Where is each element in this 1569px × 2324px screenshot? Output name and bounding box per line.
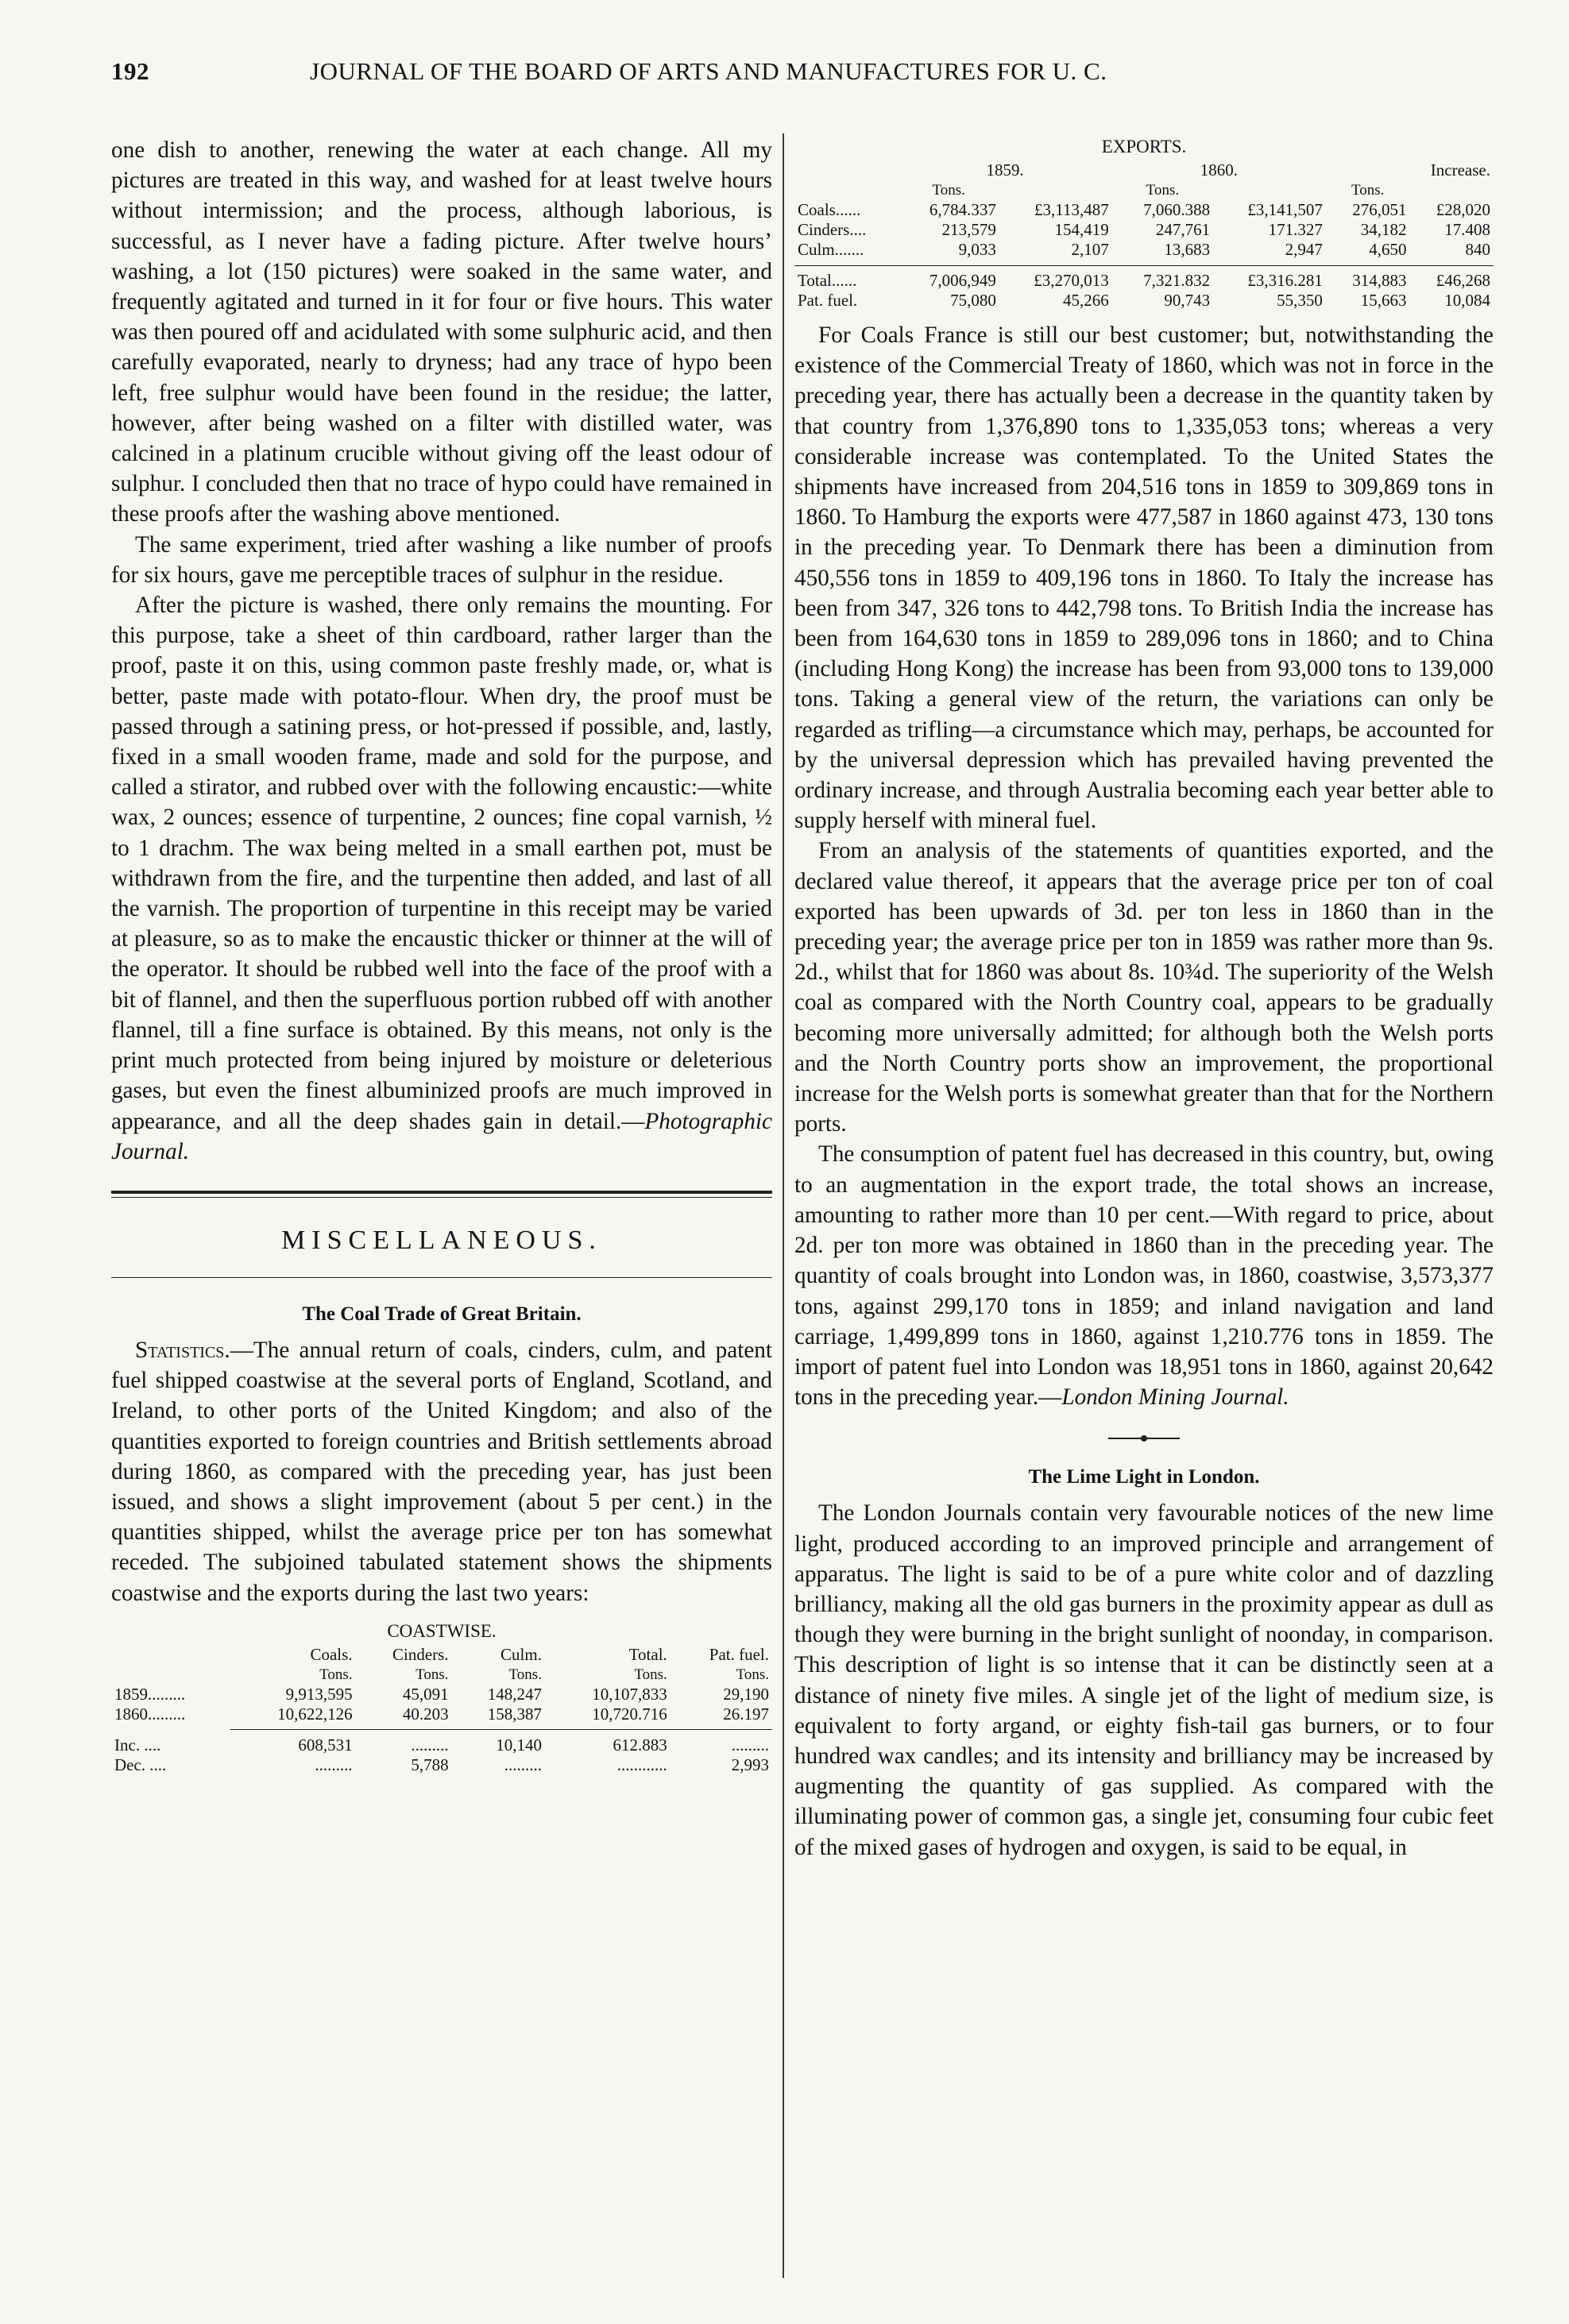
- table-cell: 247,761: [1155, 220, 1211, 239]
- table-cell: Pat. fuel.: [798, 291, 858, 310]
- section-heading: MISCELLANEOUS.: [281, 1225, 602, 1255]
- table-cell: 29,190: [723, 1684, 769, 1704]
- table-cell: [794, 180, 899, 200]
- article-title: The Coal Trade of Great Britain.: [302, 1303, 582, 1325]
- table-cell: 13,683: [1164, 240, 1211, 259]
- table-header: Coals.: [310, 1644, 353, 1664]
- table-row: [794, 271, 1494, 291]
- table-cell: Dec. ....: [114, 1755, 167, 1774]
- section-rule-thin: [111, 1197, 772, 1198]
- table-row: [794, 291, 1494, 311]
- table-cell: [999, 180, 1112, 200]
- section-rule-thick: [111, 1191, 772, 1194]
- source-citation: Photographic Journal.: [111, 1108, 772, 1164]
- table-cell: 608,531: [298, 1735, 353, 1755]
- table-cell: 314,883: [1352, 271, 1407, 290]
- table-cell: 10,140: [496, 1735, 542, 1755]
- paragraph: [794, 1139, 1494, 1412]
- table-cell: 154,419: [1054, 220, 1109, 239]
- paragraph: one dish to another, renewing the water at each change. All my pictures are treated in this way, and washed for at least twelve hours without intermission; and the process, although laborious, is successful, as I never have a fading picture. After twelve hours’ washing, a lot (150 pictures) were soaked in the same water, and frequently agitated and turned in it for four or five hours. This water was then poured off and acidulated with some sulphuric acid, and then carefully evaporated, nearly to dryness; had any trace of hypo been left, free sulphur would have been found in the residue; the latter, however, after being washed on a filter with distilled water, was calcined in a platinum crucible without giving off the least odour of sulphur. I concluded then that no trace of hypo could have remained in these proofs after the washing above mentioned.: [111, 137, 772, 527]
- table-header: [111, 1645, 230, 1665]
- table-cell: ............: [616, 1755, 667, 1774]
- table-cell: £28,020: [1436, 200, 1490, 219]
- table-cell: Tons.: [932, 182, 965, 199]
- table-cell: Total......: [798, 271, 857, 290]
- table-row: [111, 1735, 772, 1755]
- paragraph: From an analysis of the statements of quantities exported, and the declared value thereof, it appears that the average price per ton of coal exported has been upwards of 3d. per ton less in 1860 than in the preceding year; the average price per ton in 1859 was rather more than 9s. 2d., whilst that for 1860 was about 8s. 10¾d. The superiority of the Welsh coal as compared with the North Country coal, appears to be gradually becoming more universally admitted; for although both the Welsh ports and the North Country ports show an improvement, the proportional increase for the Welsh ports is somewhat greater than that for the Northern ports.: [794, 838, 1494, 1137]
- table-header: Pat. fuel.: [709, 1644, 769, 1664]
- table-header: Culm.: [500, 1644, 542, 1664]
- paragraph-text: After the picture is washed, there only remains the mounting. For this purpose, take a sheet of thin cardboard, rather larger than the proof, paste it on this, using common paste freshly made, or, what is better, paste made with potato-flour. When dry, the proof must be passed through a satining press, or hot-pressed if possible, and, lastly, fixed in a small wooden frame, made and sold for the purpose, and called a stirator, and rubbed over with the following encaustic:—white wax, 2 ounces; essence of turpentine, 2 ounces; fine copal varnish, ½ to 1 drachm. The wax being melted in a small earthen pot, must be withdrawn from the fire, and the turpentine then added, and last of all the varnish. The proportion of turpentine in this receipt may be varied at pleasure, so as to make the encaustic thicker or thinner at the will of the operator. It should be rubbed well into the face of the proof with a bit of flannel, and then the superfluous portion rubbed off with another flannel, till a fine surface is obtained. By this means, not only is the print much protected from being injured by moisture or deleterious gases, but even the finest albuminized proofs are much improved in appearance, and all the deep shades gain in detail.—: [111, 593, 772, 1134]
- table-header: Cinders.: [392, 1644, 449, 1664]
- table-cell: 75,080: [950, 291, 996, 310]
- table-cell: £3,113,487: [1034, 200, 1109, 219]
- paragraph-text: —The annual return of coals, cinders, culm, and patent fuel shipped coastwise at the several ports of England, Scotland, and Ireland, to other ports of the United Kingdom; and also of the quantities exported to foreign countries and British settlements abroad during 1860, as compared with the preceding year, has just been issued, and shows a slight improvement (about 5 per cent.) in the quantities shipped, whilst the average price per ton has somewhat receded. The subjoined tabulated statement shows the shipments coastwise and the exports during the last two years:: [111, 1337, 772, 1606]
- table-units-row: [111, 1665, 772, 1685]
- table-cell: 7,006,949: [929, 271, 996, 290]
- table-cell: 213,579: [941, 220, 996, 239]
- table-header: Increase.: [1430, 160, 1490, 180]
- table-row: [111, 1685, 772, 1704]
- page-number: 192: [111, 57, 149, 85]
- table-cell: 7,321.832: [1143, 271, 1211, 290]
- source-citation: London Mining Journal.: [1061, 1384, 1289, 1411]
- exports-table-title: EXPORTS.: [1101, 137, 1187, 156]
- left-column: [111, 135, 772, 1775]
- table-cell: 15,663: [1360, 291, 1407, 310]
- heading-rule: [111, 1277, 772, 1278]
- table-cell: 840: [1465, 240, 1490, 259]
- table-cell: 40.203: [402, 1704, 449, 1724]
- table-row: [794, 200, 1494, 220]
- table-cell: Coals......: [798, 200, 861, 219]
- table-cell: 26.197: [723, 1704, 769, 1724]
- table-cell: [1213, 180, 1326, 200]
- paragraph: [111, 590, 772, 1167]
- table-cell: 276,051: [1352, 200, 1407, 219]
- table-cell: 10,107,833: [592, 1684, 667, 1704]
- paragraph: For Coals France is still our best customer; but, notwithstanding the existence of the Commercial Treaty of 1860, which was not in force in the preceding year, there has actually been a decrease in the quantity taken by that country from 1,376,890 tons to 1,335,053 tons; whereas a very considerable increase was contemplated. To the United States the shipments have increased from 204,516 tons in 1859 to 309,869 tons in 1860. To Hamburg the exports were 477,587 in 1860 against 473, 130 tons in the preceding year. To Denmark there has been a diminution from 450,556 tons in 1859 to 409,196 tons in 1860. To Italy the increase has been from 347, 326 tons to 442,798 tons. To British India the increase has been from 164,630 tons in 1859 to 289,096 tons in 1860; and to China (including Hong Kong) the increase has been from 93,000 tons to 139,000 tons. Taking a general view of the return, the variations can only be regarded as trifling—a circumstance which may, perhaps, be accounted for by the universal depression which has prevailed having prevented the ordinary increase, and through Australia becoming each year better able to supply herself with mineral fuel.: [794, 322, 1494, 834]
- table-cell: [1409, 180, 1494, 200]
- table-header-row: [794, 160, 1494, 180]
- table-header: 1860.: [1200, 160, 1238, 180]
- table-cell: 148,247: [487, 1684, 542, 1704]
- paragraph: [111, 1335, 772, 1608]
- table-separator: [794, 260, 1494, 271]
- coastwise-table: [111, 1645, 772, 1775]
- table-cell: 10,622,126: [277, 1704, 353, 1724]
- table-cell: Culm.......: [798, 240, 864, 259]
- table-cell: Tons.: [634, 1666, 667, 1683]
- table-cell: 6,784.337: [929, 200, 996, 219]
- coastwise-table-title: COASTWISE.: [387, 1620, 497, 1641]
- section-ornament: [794, 1428, 1494, 1447]
- table-cell: £3,270,013: [1034, 271, 1109, 290]
- statistics-lead: Statistics.: [135, 1337, 230, 1363]
- table-cell: £3,316.281: [1247, 271, 1323, 290]
- table-cell: 1859.........: [114, 1684, 186, 1704]
- table-cell: 10,720.716: [592, 1704, 667, 1724]
- table-cell: Tons.: [1146, 182, 1180, 199]
- table-cell: .........: [731, 1735, 769, 1755]
- table-cell: 9,913,595: [285, 1684, 353, 1704]
- table-separator: [111, 1724, 772, 1735]
- table-cell: [111, 1665, 230, 1685]
- table-row: [111, 1704, 772, 1724]
- table-cell: 45,091: [402, 1684, 449, 1704]
- table-cell: Tons.: [1351, 182, 1385, 199]
- right-column: [794, 135, 1494, 1863]
- table-cell: 2,107: [1071, 240, 1109, 259]
- table-cell: Inc. ....: [114, 1735, 161, 1755]
- paragraph: The London Journals contain very favourable notices of the new lime light, produced according to an improved principle and arrangement of apparatus. The light is said to be of a pure white color and of dazzling brilliancy, making all the old gas burners in the proximity appear as dull as though they were burning in the bright sunlight of noonday, in comparison. This description of light is so intense that it can be distinctly seen at a distance of ninety five miles. A single jet of the light of medium size, is equivalent to forty argand, or eighty fish-tail gas burners, or to four hundred wax candles; and its intensity and brilliancy may be increased by augmenting the quantity of gas supplied. As compared with the illuminating power of common gas, a single jet, consuming four cubic feet of the mixed gases of hydrogen and oxygen, is said to be equal, in: [794, 1500, 1494, 1860]
- table-cell: Tons.: [319, 1666, 353, 1683]
- column-divider: [783, 133, 784, 2278]
- table-cell: Tons.: [415, 1666, 449, 1683]
- table-cell: Cinders....: [798, 220, 867, 239]
- table-units-row: [794, 180, 1494, 200]
- table-header: 1859.: [986, 160, 1024, 180]
- table-cell: £3,141,507: [1247, 200, 1323, 219]
- table-cell: 2,993: [731, 1755, 769, 1774]
- table-cell: 10,084: [1444, 291, 1490, 310]
- paragraph-text: The consumption of patent fuel has decreased in this country, but, owing to an augmentation in the export trade, the total shows an increase, amounting to rather more than 10 per cent.—With regard to price, about 2d. per ton more was obtained in 1860 than in the preceding year. The quantity of coals brought into London was, in 1860, coastwise, 3,573,377 tons, against 299,170 tons in 1859; and inland navigation and land carriage, 1,499,899 tons in 1860, against 1,210.776 tons in 1859. The import of patent fuel into London was 18,951 tons in 1860, against 20,642 tons in the preceding year.—: [794, 1141, 1494, 1411]
- table-cell: 45,266: [1062, 291, 1109, 310]
- article-title: The Lime Light in London.: [1028, 1466, 1260, 1488]
- table-cell: 171.327: [1268, 220, 1323, 239]
- journal-title: JOURNAL OF THE BOARD OF ARTS AND MANUFACTURES FOR U. C.: [310, 57, 1107, 85]
- table-header-row: [111, 1645, 772, 1665]
- paragraph: The same experiment, tried after washing a like number of proofs for six hours, gave me perceptible traces of sulphur in the residue.: [111, 531, 772, 588]
- table-cell: 158,387: [487, 1704, 542, 1724]
- table-row: [794, 220, 1494, 240]
- table-cell: Tons.: [736, 1666, 769, 1683]
- exports-table: [794, 160, 1494, 311]
- table-header: Total.: [628, 1644, 667, 1664]
- table-row: [111, 1755, 772, 1775]
- table-row: [794, 240, 1494, 260]
- table-cell: 7,060.388: [1143, 200, 1211, 219]
- table-cell: 1860.........: [114, 1704, 186, 1724]
- table-cell: 34,182: [1360, 220, 1407, 239]
- table-cell: .........: [411, 1735, 449, 1755]
- table-cell: £46,268: [1436, 271, 1490, 290]
- page-header: [111, 57, 1494, 105]
- table-cell: 17.408: [1444, 220, 1490, 239]
- table-cell: 612.883: [613, 1735, 667, 1755]
- table-cell: 5,788: [411, 1755, 449, 1774]
- table-cell: 55,350: [1277, 291, 1323, 310]
- ornament-rule-icon: [1108, 1434, 1180, 1443]
- table-cell: Tons.: [508, 1666, 542, 1683]
- table-cell: .........: [504, 1755, 542, 1774]
- table-cell: 4,650: [1369, 240, 1407, 259]
- table-cell: 90,743: [1164, 291, 1211, 310]
- table-cell: 2,947: [1285, 240, 1323, 259]
- table-cell: .........: [315, 1755, 353, 1774]
- table-cell: 9,033: [958, 240, 996, 259]
